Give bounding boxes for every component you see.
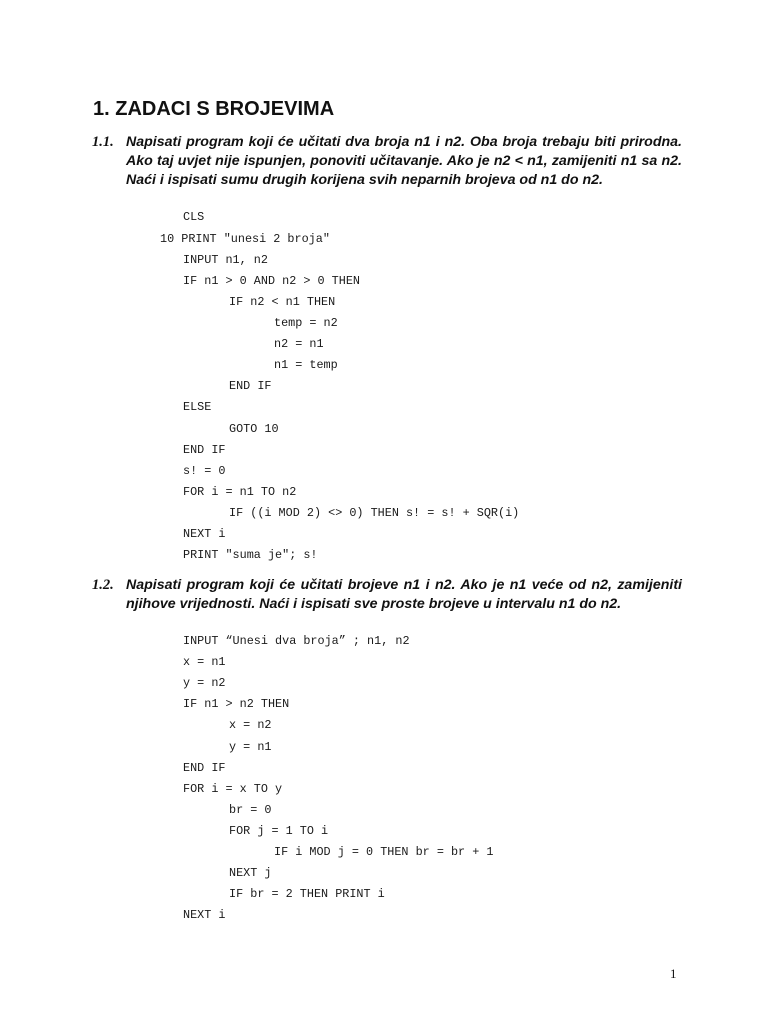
code-line: n1 = temp bbox=[274, 358, 338, 372]
code-line: IF n1 > n2 THEN bbox=[183, 697, 290, 711]
code-line: temp = n2 bbox=[274, 316, 338, 330]
task-1-2 bbox=[92, 576, 682, 614]
task-1-1 bbox=[92, 133, 682, 191]
code-line: NEXT i bbox=[183, 527, 226, 541]
task-description: Napisati program koji će učitati brojeve n1 i n2. Ako je n1 veće od n2, zamijeniti njihove vrijednosti. Naći i ispisati sve proste brojeve u intervalu n1 do n2. bbox=[126, 577, 682, 613]
code-line: GOTO 10 bbox=[229, 422, 279, 436]
code-line: FOR i = x TO y bbox=[183, 782, 283, 796]
code-line: FOR i = n1 TO n2 bbox=[183, 485, 297, 499]
section-heading: 1. ZADACI S BROJEVIMA bbox=[93, 98, 335, 120]
code-line: s! = 0 bbox=[183, 464, 226, 478]
code-line: 10 PRINT "unesi 2 broja" bbox=[160, 232, 330, 246]
code-line: br = 0 bbox=[229, 803, 272, 817]
code-line: IF n2 < n1 THEN bbox=[229, 295, 336, 309]
code-line: INPUT “Unesi dva broja” ; n1, n2 bbox=[183, 634, 410, 648]
task-number: 1.1. bbox=[92, 134, 114, 150]
code-line: FOR j = 1 TO i bbox=[229, 824, 329, 838]
task-description: Napisati program koji će učitati dva broja n1 i n2. Oba broja trebaju biti prirodna. Ako taj uvjet nije ispunjen, ponoviti učitavanje. Ako je n2 < n1, zamijeniti n1 sa n2. Naći i ispisati sumu drugih korijena svih neparnih brojeva od n1 do n2. bbox=[126, 134, 682, 189]
code-line: x = n2 bbox=[229, 718, 272, 732]
code-line: CLS bbox=[183, 210, 205, 224]
code-line: IF ((i MOD 2) <> 0) THEN s! = s! + SQR(i) bbox=[229, 506, 520, 520]
page-number: 1 bbox=[670, 966, 677, 981]
code-line: x = n1 bbox=[183, 655, 226, 669]
code-line: INPUT n1, n2 bbox=[183, 253, 268, 267]
code-line: END IF bbox=[183, 761, 226, 775]
code-line: PRINT "suma je"; s! bbox=[183, 548, 318, 562]
task-number: 1.2. bbox=[92, 577, 114, 593]
code-line: IF i MOD j = 0 THEN br = br + 1 bbox=[274, 845, 494, 859]
code-line: ELSE bbox=[183, 400, 212, 414]
code-line: IF n1 > 0 AND n2 > 0 THEN bbox=[183, 274, 360, 288]
code-line: END IF bbox=[183, 443, 226, 457]
code-line: IF br = 2 THEN PRINT i bbox=[229, 887, 385, 901]
code-line: n2 = n1 bbox=[274, 337, 324, 351]
code-line: y = n1 bbox=[229, 740, 272, 754]
code-line: END IF bbox=[229, 379, 272, 393]
code-line: NEXT j bbox=[229, 866, 272, 880]
code-line: y = n2 bbox=[183, 676, 226, 690]
code-line: NEXT i bbox=[183, 908, 226, 922]
